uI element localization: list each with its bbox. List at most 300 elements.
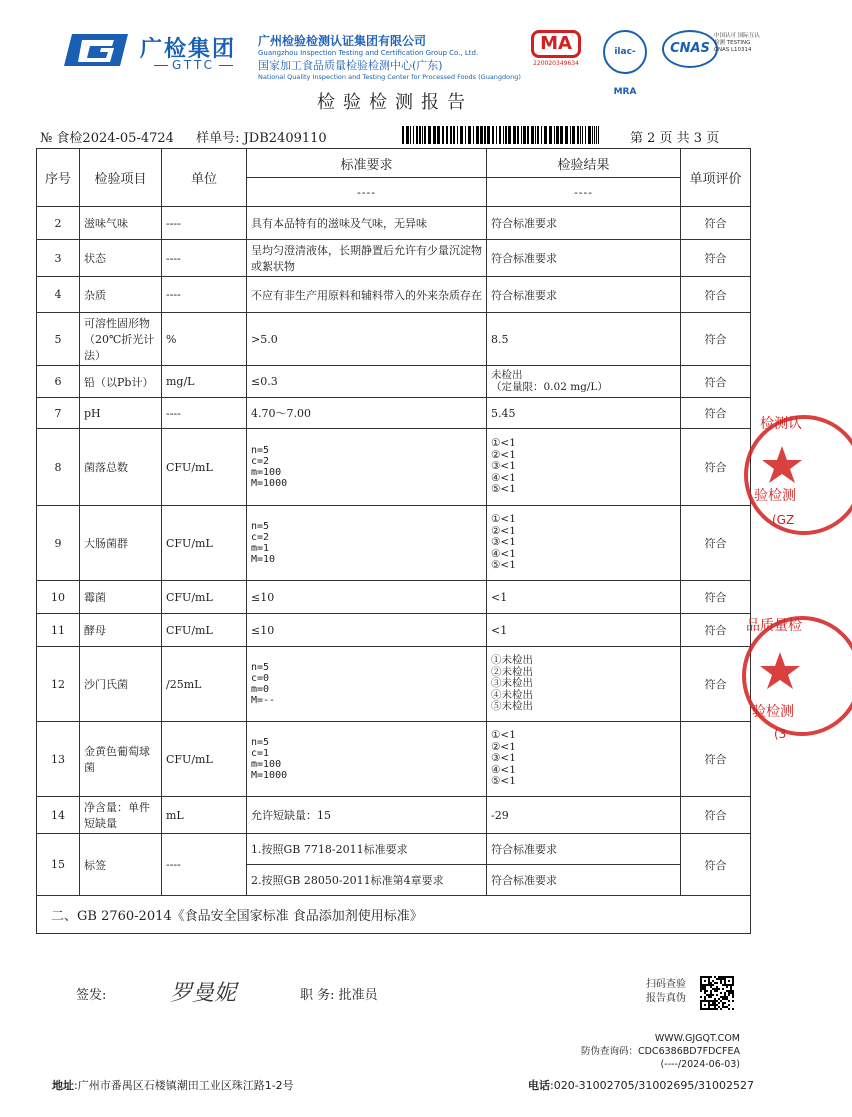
qr-module	[700, 1006, 702, 1008]
qr-module	[720, 976, 722, 978]
barcode-bar	[508, 126, 511, 144]
qr-module	[722, 998, 724, 1000]
qr-module	[702, 1008, 704, 1010]
qr-module	[730, 984, 732, 986]
qr-module	[710, 990, 712, 992]
table-row	[37, 313, 751, 366]
cell-result	[487, 722, 681, 797]
qr-module	[704, 992, 706, 994]
cell-item: 滋味气味	[80, 207, 162, 240]
result-line: ①<1	[491, 729, 516, 742]
qr-module	[706, 984, 708, 986]
barcode-bar	[531, 126, 534, 144]
cell-item: 霉菌	[80, 581, 162, 614]
barcode-bar	[468, 126, 471, 144]
barcode-bar	[535, 126, 536, 144]
standard-line: n=5	[251, 445, 270, 456]
header-seq: 序号	[37, 149, 80, 207]
standard-line: M=--	[251, 695, 276, 706]
cell-judge: 符合	[681, 506, 751, 581]
header-judge: 单项评价	[681, 149, 751, 207]
qr-module	[708, 980, 710, 982]
qr-module	[728, 1004, 730, 1006]
qr-module	[732, 992, 734, 994]
cell-result	[487, 647, 681, 722]
barcode-bar	[544, 126, 547, 144]
qr-module	[718, 1006, 720, 1008]
qr-module	[726, 986, 728, 988]
qr-module	[708, 1006, 710, 1008]
cell-item: 标签	[80, 834, 162, 896]
qr-module	[728, 994, 730, 996]
qr-module	[730, 990, 732, 992]
qr-module	[704, 990, 706, 992]
qr-code-icon[interactable]	[700, 976, 734, 1010]
phone: 电话:020-31002705/31002695/31002527	[528, 1079, 755, 1092]
cell-result: <1	[487, 614, 681, 647]
barcode-bar	[580, 126, 581, 144]
result-line: ⑤未检出	[491, 700, 533, 713]
cma-number: 220020349634	[533, 60, 579, 67]
cell-seq: 4	[37, 277, 80, 313]
qr-module	[700, 988, 702, 990]
qr-module	[708, 1000, 710, 1002]
qr-module	[722, 978, 724, 980]
cell-item: 金黄色葡萄球菌	[80, 722, 162, 797]
cell-result: 符合标准要求	[487, 865, 681, 896]
qr-module	[712, 980, 714, 982]
qr-module	[712, 1004, 714, 1006]
qr-module	[710, 1000, 712, 1002]
qr-module	[716, 986, 718, 988]
qr-module	[710, 984, 712, 986]
barcode-bar	[442, 126, 444, 144]
org-name-cn: 广州检验检测认证集团有限公司	[258, 34, 427, 48]
table-row	[37, 506, 751, 581]
qr-module	[730, 976, 732, 978]
qr-module	[720, 996, 722, 998]
result-line: ②<1	[491, 524, 516, 537]
qr-module	[722, 984, 724, 986]
qr-module	[724, 976, 726, 978]
qr-module	[716, 978, 718, 980]
brand-name: 广检集团	[140, 37, 237, 62]
qr-module	[710, 992, 712, 994]
barcode-bar	[410, 126, 411, 144]
result-line: ⑤<1	[491, 483, 516, 496]
cell-seq: 15	[37, 834, 80, 896]
barcode-bar	[473, 126, 474, 144]
cell-standard: ≤0.3	[247, 366, 487, 398]
barcode-bar	[592, 126, 593, 144]
qr-module	[732, 978, 734, 980]
barcode-bar	[503, 126, 504, 144]
result-line: ②未检出	[491, 665, 533, 678]
qr-module	[716, 990, 718, 992]
cell-judge: 符合	[681, 240, 751, 277]
cell-judge: 符合	[681, 366, 751, 398]
cell-item: 铅（以Pb计）	[80, 366, 162, 398]
barcode-bar	[556, 126, 559, 144]
cell-judge: 符合	[681, 581, 751, 614]
header-standard-dash: ----	[247, 178, 487, 207]
qr-module	[724, 994, 726, 996]
qr-module	[716, 988, 718, 990]
qr-module	[732, 984, 734, 986]
sample-number: 样单号: JDB2409110	[196, 131, 327, 146]
qr-module	[708, 984, 710, 986]
qr-module	[720, 980, 722, 982]
barcode-bar	[565, 126, 568, 144]
qr-module	[712, 994, 714, 996]
standard-line: c=1	[251, 748, 270, 759]
barcode-bar	[484, 126, 486, 144]
qr-module	[700, 990, 702, 992]
cell-judge: 符合	[681, 614, 751, 647]
cell-standard: ≤10	[247, 614, 487, 647]
cell-standard: >5.0	[247, 313, 487, 366]
qr-module	[706, 990, 708, 992]
barcode-bar	[541, 126, 542, 144]
barcode-bar	[513, 126, 516, 144]
cell-result: <1	[487, 581, 681, 614]
cell-result: 5.45	[487, 398, 681, 429]
issue-date: (----/2024-06-03)	[660, 1059, 740, 1070]
qr-module	[718, 998, 720, 1000]
standard-line: M=10	[251, 554, 276, 565]
qr-module	[708, 976, 710, 978]
standard-line: m=1	[251, 543, 270, 554]
barcode-bar	[521, 126, 522, 144]
qr-module	[714, 990, 716, 992]
barcode-bar	[588, 126, 591, 144]
qr-module	[704, 980, 706, 982]
qr-module	[704, 986, 706, 988]
ilac-badge	[596, 30, 654, 97]
qr-module	[712, 984, 714, 986]
qr-module	[732, 982, 734, 984]
website: WWW.GJGQT.COM	[654, 1033, 740, 1044]
qr-module	[732, 1000, 734, 1002]
result-line: 未检出	[491, 369, 523, 381]
cell-result: 符合标准要求	[487, 834, 681, 865]
result-line: ④未检出	[491, 688, 533, 701]
cell-standard: 呈均匀澄清液体，长期静置后允许有少量沉淀物或絮状物	[247, 240, 487, 277]
page-info: 第 2 页 共 3 页	[630, 131, 720, 146]
table-row	[37, 722, 751, 797]
qr-module	[730, 986, 732, 988]
qr-module	[726, 998, 728, 1000]
qr-module	[708, 978, 710, 980]
qr-module	[714, 1006, 716, 1008]
cell-item: 沙门氏菌	[80, 647, 162, 722]
cell-seq: 6	[37, 366, 80, 398]
qr-module	[724, 984, 726, 986]
header-unit: 单位	[162, 149, 247, 207]
brand-abbr: GTTC	[150, 58, 237, 72]
cell-unit: CFU/mL	[162, 614, 247, 647]
qr-module	[724, 982, 726, 984]
qr-module	[728, 1008, 730, 1010]
cell-item: 菌落总数	[80, 429, 162, 506]
cell-result: 符合标准要求	[487, 277, 681, 313]
standard-line: n=5	[251, 737, 270, 748]
barcode-bar	[450, 126, 452, 144]
qr-module	[714, 982, 716, 984]
barcode-icon	[402, 126, 602, 144]
cell-standard	[247, 506, 487, 581]
result-line: ⑤<1	[491, 559, 516, 572]
qr-module	[722, 1006, 724, 1008]
qr-module	[700, 1002, 702, 1004]
cell-standard	[247, 647, 487, 722]
standard-line: n=5	[251, 521, 270, 532]
barcode-bar	[523, 126, 526, 144]
table-row	[37, 797, 751, 834]
barcode-bar	[416, 126, 418, 144]
qr-module	[732, 996, 734, 998]
barcode-bar	[422, 126, 423, 144]
cell-seq: 5	[37, 313, 80, 366]
qr-module	[710, 976, 712, 978]
qr-module	[700, 1000, 702, 1002]
qr-module	[700, 984, 702, 986]
qr-module	[704, 996, 706, 998]
qr-module	[730, 992, 732, 994]
qr-module	[700, 1004, 702, 1006]
header-result-dash: ----	[487, 178, 681, 207]
qr-module	[710, 1008, 712, 1010]
qr-module	[724, 980, 726, 982]
cell-unit: ----	[162, 398, 247, 429]
cell-judge: 符合	[681, 207, 751, 240]
barcode-bar	[480, 126, 483, 144]
qr-module	[720, 1008, 722, 1010]
cell-unit: CFU/mL	[162, 506, 247, 581]
qr-module	[728, 984, 730, 986]
qr-module	[708, 982, 710, 984]
qr-module	[722, 1004, 724, 1006]
cell-judge: 符合	[681, 647, 751, 722]
cell-item: 杂质	[80, 277, 162, 313]
barcode-bar	[598, 126, 599, 144]
qr-module	[724, 978, 726, 980]
qr-module	[714, 988, 716, 990]
barcode-bar	[594, 126, 595, 144]
result-line: ③<1	[491, 536, 516, 549]
cell-judge: 符合	[681, 797, 751, 834]
cell-judge: 符合	[681, 277, 751, 313]
table-row	[37, 277, 751, 313]
qr-module	[720, 1000, 722, 1002]
qr-module	[700, 996, 702, 998]
standard-line: m=100	[251, 467, 282, 478]
cell-unit: %	[162, 313, 247, 366]
qr-module	[722, 988, 724, 990]
cell-seq: 7	[37, 398, 80, 429]
result-line: ③<1	[491, 752, 516, 765]
qr-module	[704, 1004, 706, 1006]
standard-line: M=1000	[251, 478, 288, 489]
qr-module	[712, 1002, 714, 1004]
table-row	[37, 581, 751, 614]
qr-module	[710, 994, 712, 996]
ilac-logo-icon: ilac-MRA	[603, 30, 647, 74]
qr-module	[726, 996, 728, 998]
qr-module	[724, 1002, 726, 1004]
inspection-table	[36, 148, 751, 934]
scan-hint: 扫码查验 报告真伪	[646, 979, 686, 1004]
qr-module	[710, 982, 712, 984]
cell-unit: CFU/mL	[162, 581, 247, 614]
barcode-bar	[596, 126, 597, 144]
standard-line: n=5	[251, 662, 270, 673]
qr-module	[720, 978, 722, 980]
qr-module	[732, 994, 734, 996]
header-result: 检验结果	[487, 149, 681, 178]
result-line: ①<1	[491, 437, 516, 450]
barcode-bar	[527, 126, 529, 144]
qr-module	[708, 1004, 710, 1006]
center-name-en: National Quality Inspection and Testing Center for Processed Foods (Guangdong)	[258, 73, 521, 81]
qr-module	[706, 976, 708, 978]
qr-module	[710, 1004, 712, 1006]
cma-logo-icon: MA	[531, 30, 581, 58]
verification-info	[581, 1032, 740, 1071]
qr-module	[724, 998, 726, 1000]
cell-unit: ----	[162, 240, 247, 277]
qr-module	[726, 976, 728, 978]
barcode-bar	[499, 126, 501, 144]
official-seal-1	[742, 400, 852, 550]
cell-standard: 不应有非生产用原料和辅料带入的外来杂质存在	[247, 277, 487, 313]
address: 地址:广州市番禺区石楼镇潮田工业区珠江路1-2号	[52, 1079, 294, 1092]
qr-module	[700, 1008, 702, 1010]
result-line: ③未检出	[491, 677, 533, 690]
qr-module	[714, 998, 716, 1000]
gttc-logo-icon	[62, 30, 138, 70]
qr-module	[700, 986, 702, 988]
qr-module	[726, 1006, 728, 1008]
cell-result: 符合标准要求	[487, 240, 681, 277]
qr-module	[728, 992, 730, 994]
qr-module	[732, 1008, 734, 1010]
qr-module	[712, 1000, 714, 1002]
qr-module	[716, 982, 718, 984]
barcode-bar	[577, 126, 579, 144]
cell-standard: 具有本品特有的滋味及气味，无异味	[247, 207, 487, 240]
qr-module	[702, 1000, 704, 1002]
cell-unit: mL	[162, 797, 247, 834]
barcode-bar	[457, 126, 458, 144]
cell-unit: /25mL	[162, 647, 247, 722]
qr-module	[716, 994, 718, 996]
cell-seq: 10	[37, 581, 80, 614]
qr-module	[718, 976, 720, 978]
seal-2-top-text: 品质量检	[746, 618, 802, 634]
qr-module	[722, 976, 724, 978]
table-row	[37, 429, 751, 506]
qr-module	[700, 976, 702, 978]
barcode-bar	[424, 126, 426, 144]
qr-module	[700, 980, 702, 982]
cell-seq: 11	[37, 614, 80, 647]
qr-module	[732, 990, 734, 992]
report-title: 检验检测报告	[317, 92, 473, 113]
qr-module	[710, 996, 712, 998]
section-note: 二、GB 2760-2014《食品安全国家标准 食品添加剂使用标准》	[37, 896, 751, 934]
svg-text:罗曼妮: 罗曼妮	[170, 981, 237, 1006]
cell-standard: 允许短缺量：15	[247, 797, 487, 834]
qr-module	[726, 984, 728, 986]
cell-item: 净含量：单件短缺量	[80, 797, 162, 834]
table-row	[37, 366, 751, 398]
barcode-bar	[413, 126, 414, 144]
cell-result	[487, 429, 681, 506]
cell-standard	[247, 429, 487, 506]
qr-module	[700, 978, 702, 980]
qr-module	[708, 996, 710, 998]
qr-module	[732, 976, 734, 978]
cell-item: 状态	[80, 240, 162, 277]
barcode-bar	[428, 126, 431, 144]
qr-module	[714, 1004, 716, 1006]
report-meta	[40, 127, 345, 146]
cell-seq: 8	[37, 429, 80, 506]
standard-line: m=0	[251, 684, 270, 695]
qr-module	[724, 992, 726, 994]
qr-module	[702, 986, 704, 988]
org-block	[258, 32, 521, 81]
barcode-bar	[437, 126, 440, 144]
qr-module	[724, 996, 726, 998]
barcode-bar	[554, 126, 555, 144]
cell-item: 可溶性固形物（20℃折光计法）	[80, 313, 162, 366]
qr-module	[712, 1008, 714, 1010]
cell-standard: ≤10	[247, 581, 487, 614]
barcode-bar	[572, 126, 575, 144]
cma-badge	[530, 30, 582, 72]
result-line: ①未检出	[491, 654, 533, 667]
cell-judge: 符合	[681, 722, 751, 797]
table-row	[37, 398, 751, 429]
cell-seq: 14	[37, 797, 80, 834]
barcode-bar	[537, 126, 539, 144]
cell-standard: 1.按照GB 7718-2011标准要求	[247, 834, 487, 865]
qr-module	[716, 1008, 718, 1010]
barcode-bar	[585, 126, 586, 144]
qr-module	[716, 1004, 718, 1006]
barcode-bar	[570, 126, 571, 144]
barcode-bar	[517, 126, 519, 144]
table-row	[37, 240, 751, 277]
cell-result	[487, 366, 681, 398]
signature	[168, 972, 238, 1012]
qr-module	[728, 976, 730, 978]
barcode-bar	[406, 126, 409, 144]
cell-standard	[247, 722, 487, 797]
qr-module	[714, 1000, 716, 1002]
qr-module	[716, 1000, 718, 1002]
result-line: ④<1	[491, 471, 516, 484]
cell-unit: CFU/mL	[162, 429, 247, 506]
qr-module	[704, 988, 706, 990]
qr-module	[722, 996, 724, 998]
qr-module	[702, 984, 704, 986]
cell-judge: 符合	[681, 398, 751, 429]
table-row	[37, 647, 751, 722]
qr-module	[728, 980, 730, 982]
